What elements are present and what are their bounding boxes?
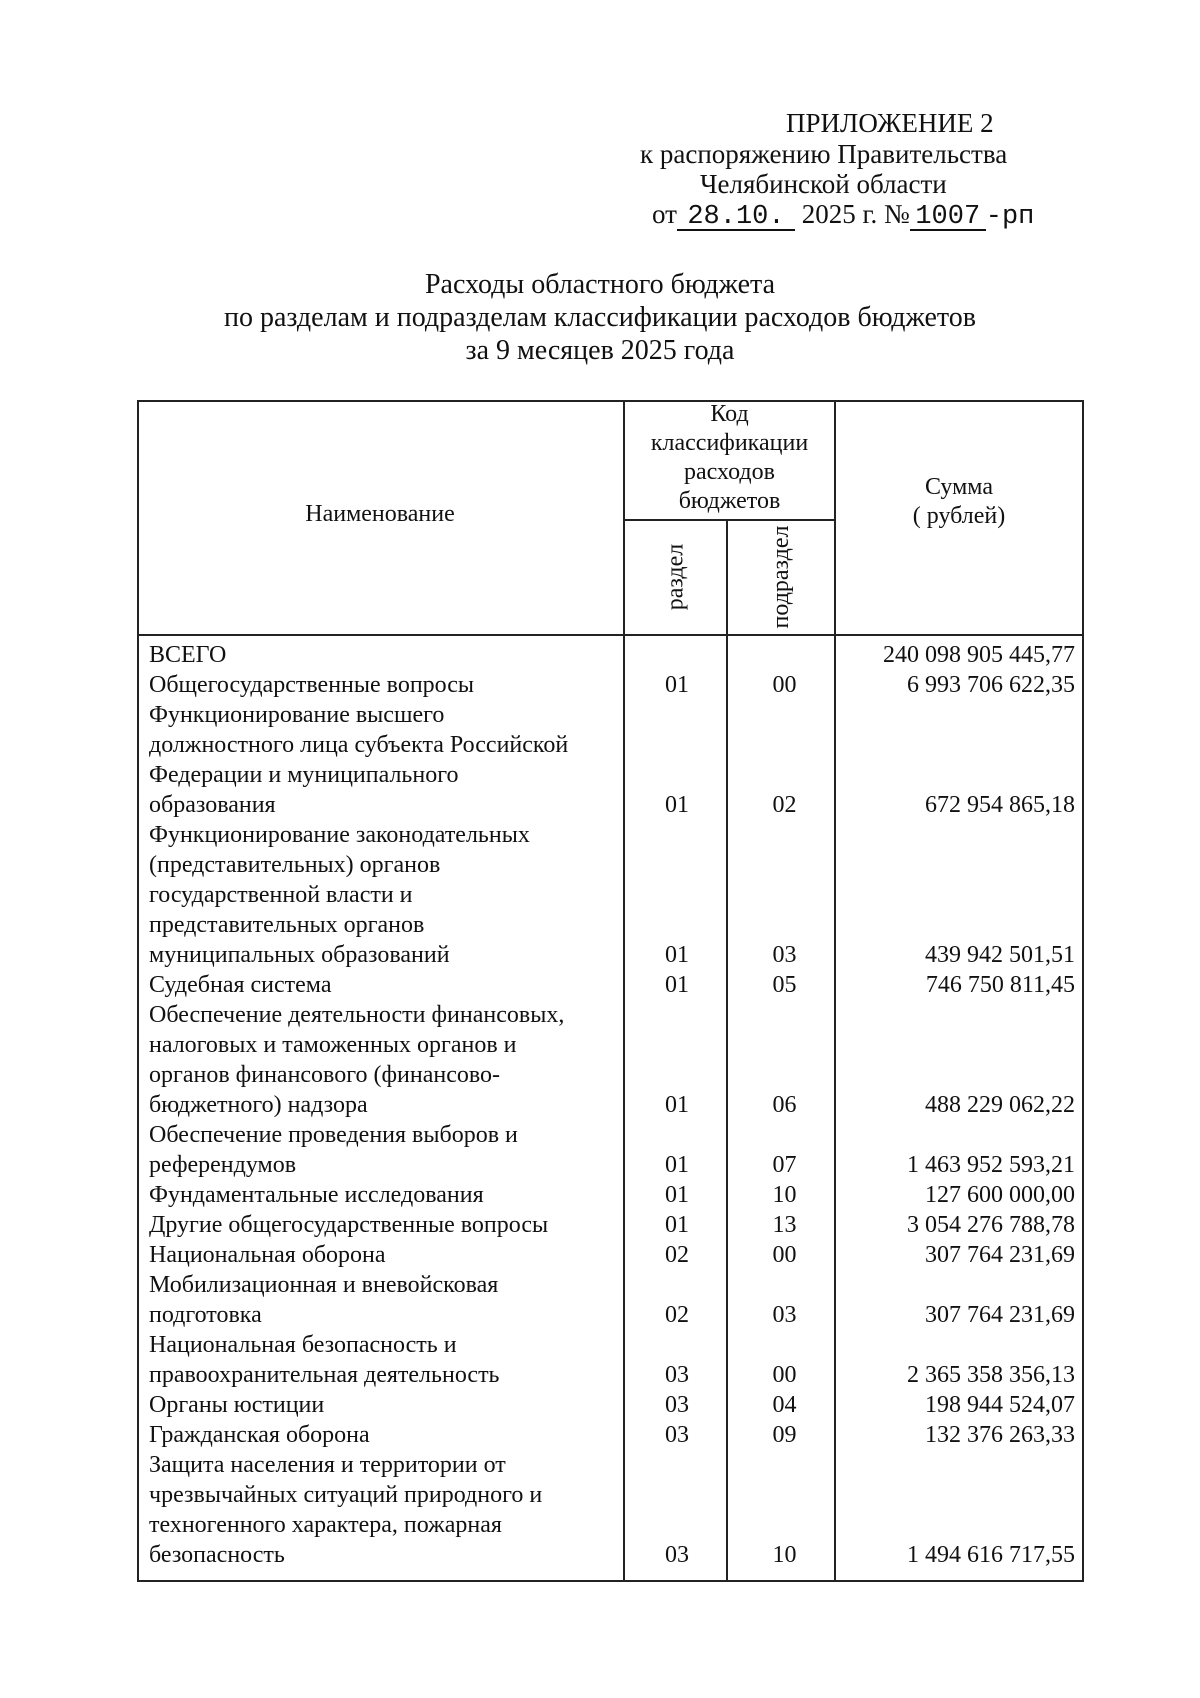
row-subsection-code: 10 bbox=[772, 1542, 797, 1568]
row-name-line: Органы юстиции bbox=[149, 1392, 325, 1418]
row-name-line: должностного лица субъекта Российской bbox=[149, 732, 569, 758]
table-border-bottom bbox=[137, 1580, 1084, 1582]
appendix-line-1: к распоряжению Правительства bbox=[640, 139, 1008, 169]
row-section-code: 02 bbox=[665, 1302, 689, 1328]
row-amount: 6 993 706 622,35 bbox=[907, 672, 1075, 698]
appendix-line-2: Челябинской области bbox=[700, 169, 947, 199]
row-name bbox=[149, 970, 599, 1000]
row-name-line: Национальная оборона bbox=[149, 1242, 386, 1268]
table-row bbox=[137, 970, 1084, 1000]
row-name bbox=[149, 670, 599, 700]
table-body bbox=[137, 640, 1084, 1570]
table-row bbox=[137, 1000, 1084, 1120]
table-row bbox=[137, 1270, 1084, 1330]
number-field: 1007 bbox=[910, 205, 986, 231]
row-name bbox=[149, 1420, 599, 1450]
table-row bbox=[137, 1180, 1084, 1210]
header-code-group: Код классификации расходов бюджетов bbox=[650, 401, 809, 514]
row-section-code: 01 bbox=[665, 1182, 689, 1208]
table-row bbox=[137, 1210, 1084, 1240]
row-name-line: государственной власти и bbox=[149, 882, 413, 908]
row-section-code: 03 bbox=[665, 1542, 689, 1568]
row-name-line: Функционирование законодательных bbox=[149, 822, 530, 848]
row-amount: 198 944 524,07 bbox=[925, 1392, 1075, 1418]
row-name-line: органов финансового (финансово- bbox=[149, 1062, 501, 1088]
row-amount: 488 229 062,22 bbox=[925, 1092, 1075, 1118]
table-border-top bbox=[137, 400, 1084, 402]
row-section-code: 01 bbox=[665, 1092, 689, 1118]
appendix-title: ПРИЛОЖЕНИЕ 2 bbox=[786, 108, 994, 138]
row-name bbox=[149, 1240, 599, 1270]
row-name-line: муниципальных образований bbox=[149, 942, 450, 968]
row-name bbox=[149, 820, 599, 970]
row-amount: 1 463 952 593,21 bbox=[907, 1152, 1075, 1178]
row-name bbox=[149, 700, 599, 820]
row-name-line: Другие общегосударственные вопросы bbox=[149, 1212, 549, 1238]
row-subsection-code: 09 bbox=[772, 1422, 797, 1448]
table-row bbox=[137, 670, 1084, 700]
row-amount: 439 942 501,51 bbox=[925, 942, 1075, 968]
row-name-line: Фундаментальные исследования bbox=[149, 1182, 484, 1208]
title-line-1: Расходы областного бюджета bbox=[424, 269, 776, 300]
row-amount: 132 376 263,33 bbox=[925, 1422, 1075, 1448]
row-name bbox=[149, 1390, 599, 1420]
row-subsection-code: 07 bbox=[772, 1152, 797, 1178]
expenditure-table bbox=[137, 400, 1084, 1582]
number-suffix: -рп bbox=[985, 202, 1035, 232]
row-subsection-code: 04 bbox=[772, 1392, 797, 1418]
row-amount: 746 750 811,45 bbox=[925, 972, 1075, 998]
row-name-line: бюджетного) надзора bbox=[149, 1092, 368, 1118]
row-section-code: 01 bbox=[665, 1152, 689, 1178]
table-row bbox=[137, 1450, 1084, 1570]
row-name-line: Национальная безопасность и bbox=[149, 1332, 457, 1358]
row-name-line: налоговых и таможенных органов и bbox=[149, 1032, 517, 1058]
title-line-3: за 9 месяцев 2025 года bbox=[465, 335, 735, 366]
date-field: 28.10. bbox=[677, 205, 795, 231]
code-group-divider bbox=[623, 519, 836, 521]
row-name bbox=[149, 1210, 599, 1240]
row-name-line: Функционирование высшего bbox=[149, 702, 445, 728]
table-row bbox=[137, 1240, 1084, 1270]
row-name-line: Общегосударственные вопросы bbox=[149, 672, 475, 698]
row-name-line: референдумов bbox=[149, 1152, 297, 1178]
document-title bbox=[0, 268, 1200, 367]
year-text: 2025 г. № bbox=[801, 199, 910, 229]
row-amount: 3 054 276 788,78 bbox=[907, 1212, 1075, 1238]
row-subsection-code: 13 bbox=[772, 1212, 797, 1238]
row-name-line: образования bbox=[149, 792, 276, 818]
row-name-line: безопасность bbox=[149, 1542, 285, 1568]
row-name-line: Обеспечение деятельности финансовых, bbox=[149, 1002, 565, 1028]
title-line-2: по разделам и подразделам классификации расходов бюджетов bbox=[223, 302, 977, 333]
row-name bbox=[149, 1450, 599, 1570]
date-prefix: от bbox=[652, 199, 677, 229]
row-subsection-code: 05 bbox=[772, 972, 797, 998]
row-name bbox=[149, 1270, 599, 1330]
row-subsection-code: 00 bbox=[772, 1242, 797, 1268]
row-amount: 240 098 905 445,77 bbox=[883, 642, 1075, 668]
table-row bbox=[137, 1390, 1084, 1420]
row-name-line: Гражданская оборона bbox=[149, 1422, 370, 1448]
row-section-code: 01 bbox=[665, 942, 689, 968]
row-section-code: 01 bbox=[665, 792, 689, 818]
row-subsection-code: 00 bbox=[772, 1362, 797, 1388]
row-subsection-code: 00 bbox=[772, 672, 797, 698]
row-name-line: чрезвычайных ситуаций природного и bbox=[149, 1482, 543, 1508]
row-subsection-code: 10 bbox=[772, 1182, 797, 1208]
row-name-line: правоохранительная деятельность bbox=[149, 1362, 500, 1388]
row-name-line: Федерации и муниципального bbox=[149, 762, 459, 788]
row-name-line: Судебная система bbox=[149, 972, 332, 998]
header-amount: Сумма ( рублей) bbox=[912, 474, 1006, 529]
row-subsection-code: 03 bbox=[772, 942, 797, 968]
row-section-code: 03 bbox=[665, 1392, 689, 1418]
row-section-code: 01 bbox=[665, 972, 689, 998]
header-name: Наименование bbox=[305, 501, 455, 527]
row-section-code: 02 bbox=[665, 1242, 689, 1268]
table-row bbox=[137, 640, 1084, 670]
row-amount: 307 764 231,69 bbox=[925, 1242, 1075, 1268]
row-amount: 2 365 358 356,13 bbox=[907, 1362, 1075, 1388]
table-row bbox=[137, 1330, 1084, 1390]
row-subsection-code: 06 bbox=[772, 1092, 797, 1118]
row-name bbox=[149, 1180, 599, 1210]
row-name-line: подготовка bbox=[149, 1302, 262, 1328]
row-name bbox=[149, 1120, 599, 1180]
row-name bbox=[149, 640, 599, 670]
row-amount: 307 764 231,69 bbox=[925, 1302, 1075, 1328]
row-name-line: представительных органов bbox=[149, 912, 425, 938]
row-amount: 1 494 616 717,55 bbox=[907, 1542, 1075, 1568]
row-subsection-code: 03 bbox=[772, 1302, 797, 1328]
row-name-line: Мобилизационная и вневойсковая bbox=[149, 1272, 499, 1298]
table-row bbox=[137, 700, 1084, 820]
header-subsection: подраздел bbox=[768, 525, 794, 629]
header-section: раздел bbox=[662, 543, 689, 611]
row-section-code: 01 bbox=[665, 672, 689, 698]
row-name-line: техногенного характера, пожарная bbox=[149, 1512, 502, 1538]
table-row bbox=[137, 1120, 1084, 1180]
row-name-line: Защита населения и территории от bbox=[149, 1452, 506, 1478]
row-name-line: (представительных) органов bbox=[149, 852, 441, 878]
table-row bbox=[137, 820, 1084, 970]
row-section-code: 01 bbox=[665, 1212, 689, 1238]
row-section-code: 03 bbox=[665, 1422, 689, 1448]
row-name bbox=[149, 1330, 599, 1390]
row-name-line: Обеспечение проведения выборов и bbox=[149, 1122, 518, 1148]
row-subsection-code: 02 bbox=[772, 792, 797, 818]
row-name bbox=[149, 1000, 599, 1120]
row-section-code: 03 bbox=[665, 1362, 689, 1388]
appendix-date-line bbox=[652, 199, 1034, 233]
row-amount: 127 600 000,00 bbox=[925, 1182, 1075, 1208]
row-amount: 672 954 865,18 bbox=[925, 792, 1075, 818]
header-bottom-rule bbox=[137, 634, 1084, 636]
row-name-line: ВСЕГО bbox=[149, 642, 227, 668]
table-row bbox=[137, 1420, 1084, 1450]
